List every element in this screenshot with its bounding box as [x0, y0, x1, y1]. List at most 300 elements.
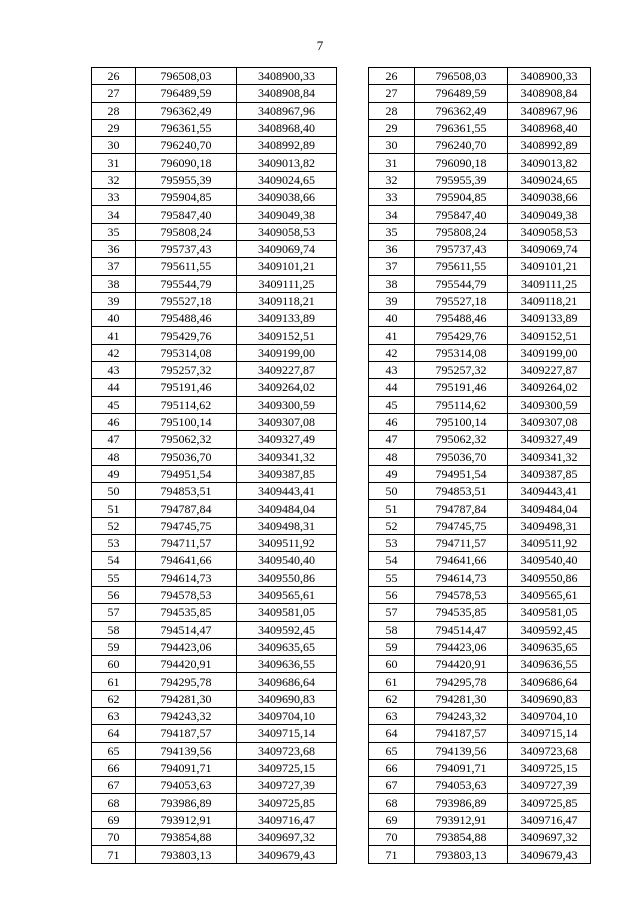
- x-coordinate-cell: 795429,76: [415, 327, 508, 344]
- y-coordinate-cell: 3409058,53: [508, 223, 591, 240]
- x-coordinate-cell: 795611,55: [136, 258, 237, 275]
- x-coordinate-cell: 796508,03: [136, 68, 237, 85]
- point-number-cell: 47: [369, 431, 415, 448]
- table-row: [92, 483, 337, 500]
- x-coordinate-cell: 795808,24: [415, 223, 508, 240]
- x-coordinate-cell: 793986,89: [415, 794, 508, 811]
- x-coordinate-cell: 794641,66: [136, 552, 237, 569]
- table-row: [369, 258, 591, 275]
- x-coordinate-cell: 795955,39: [136, 171, 237, 188]
- coordinates-table-right-body: [369, 68, 591, 864]
- table-row: [369, 119, 591, 136]
- point-number-cell: 38: [369, 275, 415, 292]
- x-coordinate-cell: 795544,79: [136, 275, 237, 292]
- y-coordinate-cell: 3409341,32: [237, 448, 337, 465]
- point-number-cell: 59: [92, 638, 136, 655]
- y-coordinate-cell: 3409387,85: [237, 465, 337, 482]
- y-coordinate-cell: 3409133,89: [237, 310, 337, 327]
- x-coordinate-cell: 796240,70: [136, 137, 237, 154]
- coordinates-table-left-body: [92, 68, 337, 864]
- point-number-cell: 68: [369, 794, 415, 811]
- x-coordinate-cell: 794514,47: [415, 621, 508, 638]
- y-coordinate-cell: 3409704,10: [237, 707, 337, 724]
- point-number-cell: 29: [92, 119, 136, 136]
- point-number-cell: 64: [369, 725, 415, 742]
- y-coordinate-cell: 3409387,85: [508, 465, 591, 482]
- y-coordinate-cell: 3409264,02: [508, 379, 591, 396]
- point-number-cell: 63: [92, 707, 136, 724]
- table-row: [369, 275, 591, 292]
- table-row: [369, 846, 591, 863]
- table-row: [92, 154, 337, 171]
- x-coordinate-cell: 795611,55: [415, 258, 508, 275]
- point-number-cell: 32: [369, 171, 415, 188]
- table-row: [369, 431, 591, 448]
- x-coordinate-cell: 795847,40: [415, 206, 508, 223]
- table-row: [369, 535, 591, 552]
- point-number-cell: 58: [369, 621, 415, 638]
- table-row: [92, 500, 337, 517]
- x-coordinate-cell: 795191,46: [415, 379, 508, 396]
- y-coordinate-cell: 3409327,49: [237, 431, 337, 448]
- point-number-cell: 51: [369, 500, 415, 517]
- point-number-cell: 65: [369, 742, 415, 759]
- y-coordinate-cell: 3409199,00: [237, 344, 337, 361]
- x-coordinate-cell: 796361,55: [415, 119, 508, 136]
- y-coordinate-cell: 3409679,43: [237, 846, 337, 863]
- y-coordinate-cell: 3409727,39: [508, 777, 591, 794]
- table-row: [92, 102, 337, 119]
- y-coordinate-cell: 3409013,82: [508, 154, 591, 171]
- x-coordinate-cell: 794243,32: [415, 707, 508, 724]
- table-row: [92, 68, 337, 85]
- table-row: [92, 137, 337, 154]
- y-coordinate-cell: 3409069,74: [508, 240, 591, 257]
- x-coordinate-cell: 794951,54: [136, 465, 237, 482]
- x-coordinate-cell: 794243,32: [136, 707, 237, 724]
- y-coordinate-cell: 3409133,89: [508, 310, 591, 327]
- y-coordinate-cell: 3408908,84: [237, 85, 337, 102]
- x-coordinate-cell: 795062,32: [136, 431, 237, 448]
- y-coordinate-cell: 3409049,38: [237, 206, 337, 223]
- x-coordinate-cell: 794139,56: [415, 742, 508, 759]
- table-row: [92, 742, 337, 759]
- table-row: [369, 379, 591, 396]
- table-row: [92, 777, 337, 794]
- x-coordinate-cell: 794787,84: [136, 500, 237, 517]
- y-coordinate-cell: 3409300,59: [237, 396, 337, 413]
- point-number-cell: 30: [92, 137, 136, 154]
- table-row: [369, 742, 591, 759]
- y-coordinate-cell: 3409443,41: [237, 483, 337, 500]
- x-coordinate-cell: 796090,18: [415, 154, 508, 171]
- table-row: [369, 102, 591, 119]
- x-coordinate-cell: 794281,30: [136, 690, 237, 707]
- x-coordinate-cell: 793803,13: [136, 846, 237, 863]
- table-row: [92, 604, 337, 621]
- x-coordinate-cell: 794420,91: [136, 656, 237, 673]
- point-number-cell: 48: [92, 448, 136, 465]
- table-row: [369, 794, 591, 811]
- point-number-cell: 46: [92, 413, 136, 430]
- x-coordinate-cell: 795737,43: [415, 240, 508, 257]
- x-coordinate-cell: 794420,91: [415, 656, 508, 673]
- y-coordinate-cell: 3409118,21: [237, 292, 337, 309]
- x-coordinate-cell: 794711,57: [136, 535, 237, 552]
- y-coordinate-cell: 3409704,10: [508, 707, 591, 724]
- table-row: [92, 586, 337, 603]
- point-number-cell: 66: [369, 759, 415, 776]
- y-coordinate-cell: 3409540,40: [508, 552, 591, 569]
- table-row: [92, 552, 337, 569]
- y-coordinate-cell: 3408900,33: [508, 68, 591, 85]
- x-coordinate-cell: 796362,49: [136, 102, 237, 119]
- y-coordinate-cell: 3409024,65: [237, 171, 337, 188]
- table-row: [92, 189, 337, 206]
- y-coordinate-cell: 3409679,43: [508, 846, 591, 863]
- table-row: [369, 68, 591, 85]
- table-row: [369, 777, 591, 794]
- y-coordinate-cell: 3409686,64: [237, 673, 337, 690]
- point-number-cell: 51: [92, 500, 136, 517]
- y-coordinate-cell: 3409498,31: [508, 517, 591, 534]
- y-coordinate-cell: 3409511,92: [237, 535, 337, 552]
- y-coordinate-cell: 3409540,40: [237, 552, 337, 569]
- x-coordinate-cell: 795429,76: [136, 327, 237, 344]
- y-coordinate-cell: 3409511,92: [508, 535, 591, 552]
- x-coordinate-cell: 795904,85: [136, 189, 237, 206]
- point-number-cell: 48: [369, 448, 415, 465]
- x-coordinate-cell: 794745,75: [415, 517, 508, 534]
- y-coordinate-cell: 3409199,00: [508, 344, 591, 361]
- point-number-cell: 56: [92, 586, 136, 603]
- point-number-cell: 71: [92, 846, 136, 863]
- point-number-cell: 30: [369, 137, 415, 154]
- table-row: [92, 344, 337, 361]
- table-row: [369, 292, 591, 309]
- table-row: [92, 829, 337, 846]
- table-row: [369, 586, 591, 603]
- y-coordinate-cell: 3409715,14: [237, 725, 337, 742]
- y-coordinate-cell: 3409723,68: [508, 742, 591, 759]
- coordinates-table-left: [91, 67, 337, 864]
- point-number-cell: 57: [369, 604, 415, 621]
- point-number-cell: 54: [369, 552, 415, 569]
- y-coordinate-cell: 3409152,51: [237, 327, 337, 344]
- point-number-cell: 59: [369, 638, 415, 655]
- x-coordinate-cell: 796361,55: [136, 119, 237, 136]
- x-coordinate-cell: 796362,49: [415, 102, 508, 119]
- x-coordinate-cell: 794295,78: [136, 673, 237, 690]
- table-row: [369, 154, 591, 171]
- point-number-cell: 33: [92, 189, 136, 206]
- y-coordinate-cell: 3409697,32: [237, 829, 337, 846]
- table-row: [369, 171, 591, 188]
- y-coordinate-cell: 3409013,82: [237, 154, 337, 171]
- point-number-cell: 70: [369, 829, 415, 846]
- table-row: [369, 206, 591, 223]
- x-coordinate-cell: 793986,89: [136, 794, 237, 811]
- point-number-cell: 68: [92, 794, 136, 811]
- y-coordinate-cell: 3409038,66: [508, 189, 591, 206]
- y-coordinate-cell: 3409581,05: [237, 604, 337, 621]
- point-number-cell: 39: [369, 292, 415, 309]
- y-coordinate-cell: 3409636,55: [237, 656, 337, 673]
- table-row: [92, 794, 337, 811]
- point-number-cell: 36: [369, 240, 415, 257]
- x-coordinate-cell: 795808,24: [136, 223, 237, 240]
- point-number-cell: 45: [369, 396, 415, 413]
- table-row: [92, 638, 337, 655]
- y-coordinate-cell: 3409727,39: [237, 777, 337, 794]
- table-row: [92, 690, 337, 707]
- point-number-cell: 34: [369, 206, 415, 223]
- x-coordinate-cell: 794787,84: [415, 500, 508, 517]
- table-row: [369, 413, 591, 430]
- x-coordinate-cell: 793912,91: [415, 811, 508, 828]
- x-coordinate-cell: 794578,53: [136, 586, 237, 603]
- x-coordinate-cell: 795314,08: [415, 344, 508, 361]
- table-row: [92, 275, 337, 292]
- table-row: [92, 569, 337, 586]
- x-coordinate-cell: 795062,32: [415, 431, 508, 448]
- table-row: [92, 85, 337, 102]
- point-number-cell: 61: [369, 673, 415, 690]
- y-coordinate-cell: 3409723,68: [237, 742, 337, 759]
- table-row: [92, 465, 337, 482]
- table-row: [92, 310, 337, 327]
- point-number-cell: 53: [369, 535, 415, 552]
- point-number-cell: 47: [92, 431, 136, 448]
- point-number-cell: 46: [369, 413, 415, 430]
- coordinates-table-right: [368, 67, 591, 864]
- y-coordinate-cell: 3409101,21: [237, 258, 337, 275]
- point-number-cell: 67: [369, 777, 415, 794]
- x-coordinate-cell: 795527,18: [415, 292, 508, 309]
- table-row: [369, 189, 591, 206]
- y-coordinate-cell: 3409550,86: [508, 569, 591, 586]
- point-number-cell: 35: [369, 223, 415, 240]
- y-coordinate-cell: 3408968,40: [508, 119, 591, 136]
- table-row: [92, 258, 337, 275]
- y-coordinate-cell: 3409227,87: [237, 362, 337, 379]
- table-row: [92, 223, 337, 240]
- x-coordinate-cell: 794423,06: [136, 638, 237, 655]
- table-row: [369, 811, 591, 828]
- point-number-cell: 44: [92, 379, 136, 396]
- x-coordinate-cell: 795036,70: [415, 448, 508, 465]
- table-row: [92, 431, 337, 448]
- point-number-cell: 44: [369, 379, 415, 396]
- y-coordinate-cell: 3409307,08: [237, 413, 337, 430]
- y-coordinate-cell: 3408968,40: [237, 119, 337, 136]
- point-number-cell: 53: [92, 535, 136, 552]
- x-coordinate-cell: 794091,71: [136, 759, 237, 776]
- table-row: [369, 483, 591, 500]
- table-row: [92, 811, 337, 828]
- point-number-cell: 49: [369, 465, 415, 482]
- table-row: [92, 621, 337, 638]
- table-row: [369, 552, 591, 569]
- point-number-cell: 43: [92, 362, 136, 379]
- table-row: [369, 621, 591, 638]
- point-number-cell: 65: [92, 742, 136, 759]
- table-row: [369, 500, 591, 517]
- point-number-cell: 69: [369, 811, 415, 828]
- y-coordinate-cell: 3409443,41: [508, 483, 591, 500]
- x-coordinate-cell: 794614,73: [415, 569, 508, 586]
- point-number-cell: 26: [92, 68, 136, 85]
- point-number-cell: 60: [92, 656, 136, 673]
- y-coordinate-cell: 3409101,21: [508, 258, 591, 275]
- y-coordinate-cell: 3409038,66: [237, 189, 337, 206]
- point-number-cell: 62: [369, 690, 415, 707]
- x-coordinate-cell: 794053,63: [415, 777, 508, 794]
- point-number-cell: 41: [92, 327, 136, 344]
- y-coordinate-cell: 3409111,25: [237, 275, 337, 292]
- y-coordinate-cell: 3409227,87: [508, 362, 591, 379]
- point-number-cell: 45: [92, 396, 136, 413]
- y-coordinate-cell: 3409565,61: [237, 586, 337, 603]
- point-number-cell: 31: [92, 154, 136, 171]
- y-coordinate-cell: 3409111,25: [508, 275, 591, 292]
- point-number-cell: 27: [92, 85, 136, 102]
- y-coordinate-cell: 3409635,65: [237, 638, 337, 655]
- x-coordinate-cell: 794853,51: [136, 483, 237, 500]
- point-number-cell: 52: [369, 517, 415, 534]
- x-coordinate-cell: 793854,88: [136, 829, 237, 846]
- point-number-cell: 54: [92, 552, 136, 569]
- y-coordinate-cell: 3409565,61: [508, 586, 591, 603]
- table-row: [369, 448, 591, 465]
- table-row: [369, 327, 591, 344]
- table-row: [92, 535, 337, 552]
- x-coordinate-cell: 795488,46: [415, 310, 508, 327]
- table-row: [369, 690, 591, 707]
- y-coordinate-cell: 3408908,84: [508, 85, 591, 102]
- x-coordinate-cell: 795847,40: [136, 206, 237, 223]
- point-number-cell: 70: [92, 829, 136, 846]
- y-coordinate-cell: 3409725,15: [237, 759, 337, 776]
- x-coordinate-cell: 795257,32: [136, 362, 237, 379]
- table-row: [369, 344, 591, 361]
- table-row: [369, 604, 591, 621]
- point-number-cell: 61: [92, 673, 136, 690]
- point-number-cell: 40: [369, 310, 415, 327]
- y-coordinate-cell: 3409716,47: [237, 811, 337, 828]
- y-coordinate-cell: 3408992,89: [237, 137, 337, 154]
- point-number-cell: 62: [92, 690, 136, 707]
- x-coordinate-cell: 795488,46: [136, 310, 237, 327]
- x-coordinate-cell: 794951,54: [415, 465, 508, 482]
- x-coordinate-cell: 794187,57: [415, 725, 508, 742]
- table-row: [369, 759, 591, 776]
- y-coordinate-cell: 3409592,45: [508, 621, 591, 638]
- point-number-cell: 41: [369, 327, 415, 344]
- x-coordinate-cell: 794745,75: [136, 517, 237, 534]
- x-coordinate-cell: 793854,88: [415, 829, 508, 846]
- x-coordinate-cell: 795257,32: [415, 362, 508, 379]
- table-row: [369, 85, 591, 102]
- x-coordinate-cell: 794053,63: [136, 777, 237, 794]
- x-coordinate-cell: 794423,06: [415, 638, 508, 655]
- x-coordinate-cell: 796090,18: [136, 154, 237, 171]
- y-coordinate-cell: 3408992,89: [508, 137, 591, 154]
- point-number-cell: 39: [92, 292, 136, 309]
- table-row: [369, 569, 591, 586]
- point-number-cell: 34: [92, 206, 136, 223]
- point-number-cell: 36: [92, 240, 136, 257]
- table-row: [92, 846, 337, 863]
- y-coordinate-cell: 3408967,96: [508, 102, 591, 119]
- y-coordinate-cell: 3409058,53: [237, 223, 337, 240]
- x-coordinate-cell: 794187,57: [136, 725, 237, 742]
- point-number-cell: 58: [92, 621, 136, 638]
- point-number-cell: 55: [369, 569, 415, 586]
- y-coordinate-cell: 3409592,45: [237, 621, 337, 638]
- x-coordinate-cell: 794281,30: [415, 690, 508, 707]
- point-number-cell: 35: [92, 223, 136, 240]
- point-number-cell: 66: [92, 759, 136, 776]
- y-coordinate-cell: 3409300,59: [508, 396, 591, 413]
- table-row: [92, 725, 337, 742]
- table-row: [92, 327, 337, 344]
- y-coordinate-cell: 3409690,83: [508, 690, 591, 707]
- x-coordinate-cell: 796489,59: [415, 85, 508, 102]
- x-coordinate-cell: 794853,51: [415, 483, 508, 500]
- x-coordinate-cell: 794711,57: [415, 535, 508, 552]
- x-coordinate-cell: 794641,66: [415, 552, 508, 569]
- table-row: [369, 725, 591, 742]
- table-row: [369, 707, 591, 724]
- y-coordinate-cell: 3409049,38: [508, 206, 591, 223]
- point-number-cell: 71: [369, 846, 415, 863]
- table-row: [369, 673, 591, 690]
- table-row: [92, 448, 337, 465]
- y-coordinate-cell: 3409024,65: [508, 171, 591, 188]
- y-coordinate-cell: 3409725,15: [508, 759, 591, 776]
- x-coordinate-cell: 795114,62: [136, 396, 237, 413]
- y-coordinate-cell: 3409341,32: [508, 448, 591, 465]
- x-coordinate-cell: 796508,03: [415, 68, 508, 85]
- point-number-cell: 28: [369, 102, 415, 119]
- table-row: [92, 673, 337, 690]
- y-coordinate-cell: 3409327,49: [508, 431, 591, 448]
- point-number-cell: 29: [369, 119, 415, 136]
- table-row: [92, 413, 337, 430]
- y-coordinate-cell: 3408900,33: [237, 68, 337, 85]
- y-coordinate-cell: 3409686,64: [508, 673, 591, 690]
- table-row: [92, 206, 337, 223]
- y-coordinate-cell: 3409725,85: [508, 794, 591, 811]
- point-number-cell: 32: [92, 171, 136, 188]
- x-coordinate-cell: 794139,56: [136, 742, 237, 759]
- x-coordinate-cell: 794614,73: [136, 569, 237, 586]
- y-coordinate-cell: 3409550,86: [237, 569, 337, 586]
- x-coordinate-cell: 793912,91: [136, 811, 237, 828]
- table-row: [92, 240, 337, 257]
- point-number-cell: 33: [369, 189, 415, 206]
- table-row: [369, 465, 591, 482]
- point-number-cell: 38: [92, 275, 136, 292]
- table-row: [369, 829, 591, 846]
- y-coordinate-cell: 3409697,32: [508, 829, 591, 846]
- table-row: [369, 638, 591, 655]
- x-coordinate-cell: 796489,59: [136, 85, 237, 102]
- point-number-cell: 50: [92, 483, 136, 500]
- point-number-cell: 56: [369, 586, 415, 603]
- y-coordinate-cell: 3409725,85: [237, 794, 337, 811]
